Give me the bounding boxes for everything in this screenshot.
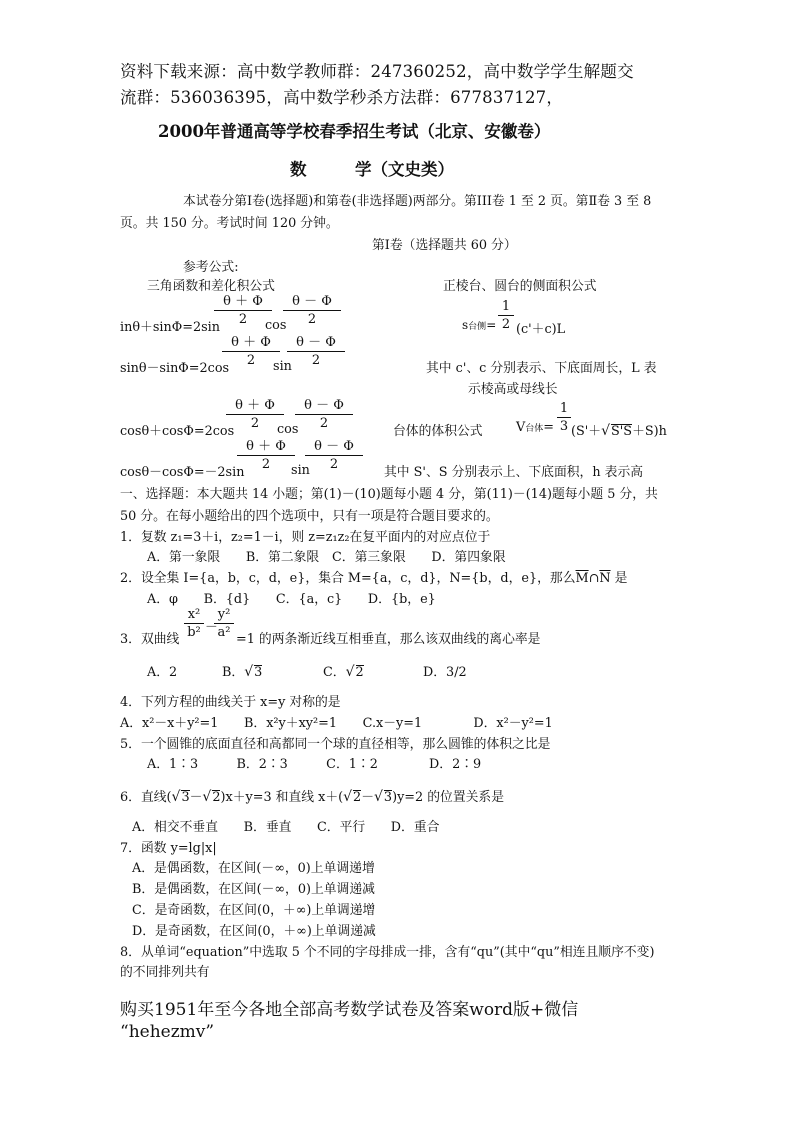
section1-intro-2: 50 分。在每小题给出的四个选项中，只有一项是符合题目要求的。 [120,509,499,524]
intro-line-1: 本试卷分第Ⅰ卷(选择题)和第卷(非选择题)两部分。第ⅠII卷 1 至 2 页。第Ⅱ卷 3 至 8 [183,194,652,209]
question-1-options: A．第一象限 B．第二象限 C．第三象限 D．第四象限 [147,550,506,565]
note-1b: 示棱高或母线长 [468,382,558,397]
side-area-formula: s台侧= [462,318,497,332]
formula-2-lhs: sinθ－sinΦ=2cos [120,361,230,376]
volume-label: 台体的体积公式 [393,424,483,439]
f3-frac-plus: $\frac{\theta + \Phi}{2}$ [226,397,284,433]
question-3-lead: 3．双曲线 [120,632,180,647]
reference-label: 参考公式: [183,260,239,275]
question-1: 1．复数 z₁=3＋i，z₂=1－i，则 z=z₁z₂在复平面内的对应点位于 [120,530,491,545]
question-7-option-b: B．是偶函数，在区间(－∞，0)上单调递减 [132,882,375,897]
header-line-2: 流群：536036395，高中数学秒杀方法群：677837127， [120,88,564,107]
ref-right-heading: 正棱台、圆台的侧面积公式 [443,279,597,294]
question-7: 7．函数 y=lg|x| [120,841,217,856]
q3-x2-over-b2: $\frac{\text{x²}}{\text{b²}}$ [184,606,204,642]
note-1: 其中 c'、c 分别表示、下底面周长，L 表 [426,361,657,376]
question-5-options: A．1∶3 B．2∶3 C．1∶2 D．2∶9 [147,757,482,772]
footer-line-2: “hehezmv” [120,1022,215,1042]
formula-2-sin: sin [273,359,292,374]
question-2-options: A．φ B．{d} C．{a，c} D．{b，e} [147,592,436,607]
question-2: 2．设全集 I={a，b，c，d，e}，集合 M={a，c，d}，N={b，d，e}，那么$\overline{M}\cap\overline{N}$ 是 [120,571,628,586]
question-8-line-2: 的不同排列共有 [120,965,210,980]
footer-line-1: 购买1951年至今各地全部高考数学试卷及答案word版+微信 [120,1000,579,1020]
formula-4-lhs: cosθ－cosΦ=－2sin [120,465,245,480]
question-8-line-1: 8．从单词“equation”中选取 5 个不同的字母排成一排，含有“qu”(其中“qu”相连且顺序不变) [120,945,655,960]
f4-frac-plus: $\frac{\theta + \Phi}{2}$ [237,438,295,474]
f2-frac-minus: $\frac{\theta - \Phi}{2}$ [287,334,345,370]
question-7-option-c: C．是奇函数，在区间(0，＋∞)上单调递增 [132,903,376,918]
question-5: 5．一个圆锥的底面直径和高都同一个球的直径相等，那么圆锥的体积之比是 [120,737,551,752]
f1-frac-minus: $\frac{\theta - \Phi}{2}$ [283,293,341,329]
question-6-options: A．相交不垂直 B．垂直 C．平行 D．重合 [132,820,440,835]
question-7-option-a: A．是偶函数，在区间(－∞，0)上单调递增 [132,861,375,876]
note-2: 其中 S'、S 分别表示上、下底面积，h 表示高 [384,465,644,480]
third-fraction: $\frac{1}{3}$ [557,400,571,436]
q3-y2-over-a2: $\frac{\text{y²}}{\text{a²}}$ [214,606,234,642]
volume-formula-rest: (S'＋√S'S＋S)h [571,423,667,439]
question-3-rest: =1 的两条渐近线互相垂直，那么该双曲线的离心率是 [236,632,541,647]
q3-option-a: A．2 [147,665,178,680]
f3-frac-minus: $\frac{\theta - \Phi}{2}$ [295,397,353,433]
q3-minus: － [205,620,218,635]
q3-option-d: D．3/2 [423,665,467,680]
q3-option-c: C．√2 [323,664,364,680]
ref-left-heading: 三角函数和差化积公式 [147,279,275,294]
side-area-rest: (c'＋c)L [516,322,566,337]
formula-3-lhs: cosθ＋cosΦ=2cos [120,424,235,439]
section1-intro-1: 一、选择题：本大题共 14 小题；第(1)－(10)题每小题 4 分，第(11)－(14)题每小题 5 分，共 [120,487,658,502]
intro-line-2: 页。共 150 分。考试时间 120 分钟。 [120,216,339,231]
question-4: 4．下列方程的曲线关于 x=y 对称的是 [120,695,341,710]
f1-frac-plus: $\frac{\theta + \Phi}{2}$ [214,293,272,329]
f2-frac-plus: $\frac{\theta + \Phi}{2}$ [222,334,280,370]
question-7-option-d: D．是奇函数，在区间(0，＋∞)上单调递减 [132,924,376,939]
subject-part-a: 数 [290,160,307,179]
question-4-options: A．x²－x＋y²=1 B．x²y＋xy²=1 C.x－y=1 D．x²－y²=1 [120,716,553,731]
f4-frac-minus: $\frac{\theta - \Phi}{2}$ [305,438,363,474]
part1-heading: 第Ⅰ卷（选择题共 60 分） [372,238,517,253]
formula-1-lhs: inθ＋sinΦ=2sin [120,320,220,335]
formula-3-cos: cos [277,422,299,437]
formula-4-sin: sin [291,463,310,478]
exam-title: 2000年普通高等学校春季招生考试（北京、安徽卷） [158,122,551,141]
volume-formula-lhs: V台体= [516,420,554,435]
subject-part-b: 学（文史类） [355,160,454,179]
header-line-1: 资料下载来源：高中数学教师群：247360252，高中数学学生解题交 [120,62,634,81]
q3-option-b: B．√3 [222,664,263,680]
question-6: 6．直线(√3－√2)x＋y=3 和直线 x＋(√2－√3)y=2 的位置关系是 [120,789,505,805]
half-fraction: $\frac{1}{2}$ [498,298,514,334]
formula-1-cos: cos [265,318,287,333]
